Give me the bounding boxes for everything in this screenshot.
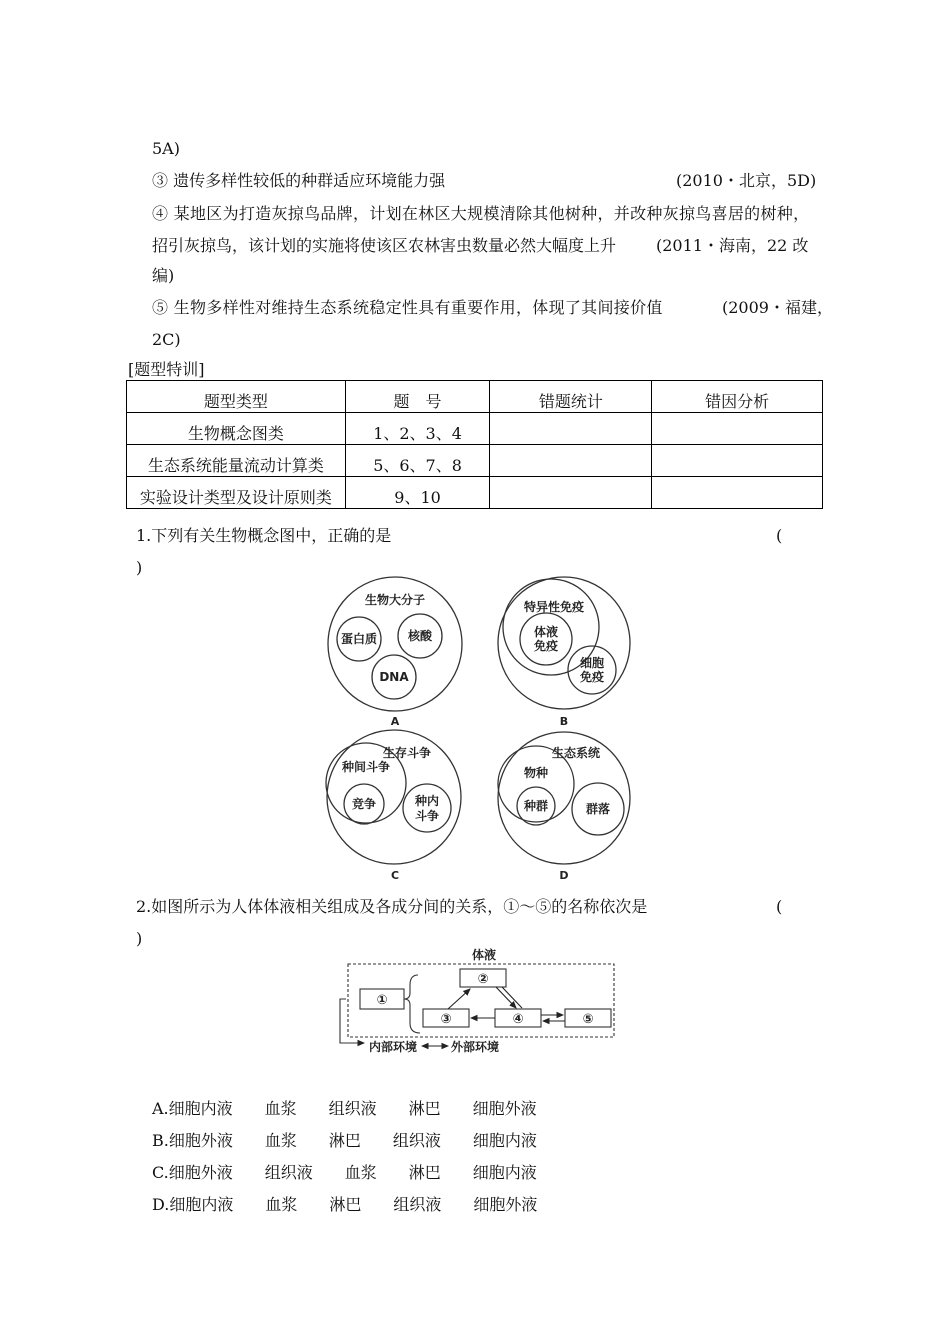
diagram-c-mid-label: 种间斗争 [341,760,391,774]
diagram-b-cellular-label-2: 免疫 [579,670,605,684]
option-c[interactable]: C.细胞外液 组织液 血浆 淋巴 细胞内液 [152,1163,537,1182]
option-b[interactable]: B.细胞外液 血浆 淋巴 组织液 细胞内液 [152,1131,537,1150]
external-env-label: 外部环境 [450,1040,500,1054]
option-a[interactable]: A.细胞内液 血浆 组织液 淋巴 细胞外液 [152,1099,537,1118]
answer-paren-open: ( [776,526,783,545]
table-cell [490,445,652,477]
diagram-c-outer-label: 生存斗争 [382,746,432,760]
diagram-a-dna-label: DNA [379,670,409,684]
node-3-label: ③ [440,1012,452,1027]
text-line-3: ④ 某地区为打造灰掠鸟品牌，计划在林区大规模清除其他树种，并改种灰掠鸟喜居的树种， [152,204,810,223]
question-2-text: 2.如图所示为人体体液相关组成及各成分间的关系，①～⑤的名称依次是 [136,897,648,916]
text-line-5: 编) [152,266,175,285]
source-ref-2: (2011・海南，22 改 [656,236,809,255]
diagram-d-population-label: 种群 [523,799,549,813]
diagram-d-mid-label: 物种 [523,766,549,780]
diagram-c-competition-label: 竞争 [351,797,377,811]
table-row [127,477,823,509]
node-2-label: ② [477,972,489,987]
diagram-c-caption: C [390,869,400,880]
internal-env-label: 内部环境 [368,1040,418,1054]
diagram-c-intra-label-2: 斗争 [414,809,440,823]
node-4-label: ④ [512,1012,524,1027]
diagram-a-nucleic-label: 核酸 [407,629,433,643]
table-header-cell: 错因分析 [652,381,823,413]
table-cell [652,445,823,477]
diagram-a-protein-label: 蛋白质 [340,632,378,646]
concept-diagram [300,575,650,880]
node-5-label: ⑤ [582,1012,594,1027]
table-cell: 1、2、3、4 [345,413,490,445]
table-cell [652,477,823,509]
section-title: [题型特训] [128,360,205,379]
diagram-a-caption: A [390,715,400,728]
option-d[interactable]: D.细胞内液 血浆 淋巴 组织液 细胞外液 [152,1195,538,1214]
table-cell [652,413,823,445]
diagram-b-cellular-label-1: 细胞 [579,656,605,670]
table-cell [490,413,652,445]
diagram-d-outer-label: 生态系统 [551,746,601,760]
text-line-2: ③ 遗传多样性较低的种群适应环境能力强 [152,171,446,190]
diagram-b-outer-label: 特异性免疫 [523,600,585,614]
body-fluid-diagram [330,945,630,1057]
question-type-table [126,380,823,509]
text-line-1: 5A) [152,139,180,158]
text-line-6: ⑤ 生物多样性对维持生态系统稳定性具有重要作用，体现了其间接价值 [152,298,663,317]
table-row [127,413,823,445]
diagram-d-caption: D [559,869,569,880]
table-cell: 生物概念图类 [127,413,346,445]
text-line-7: 2C) [152,330,181,349]
question-1-text: 1.下列有关生物概念图中，正确的是 [136,526,392,545]
table-cell: 9、10 [345,477,490,509]
node-1-label: ① [376,993,388,1008]
diagram-b-humoral-label-1: 体液 [533,625,559,639]
diagram-d-community-label: 群落 [585,802,611,816]
table-row [127,445,823,477]
source-ref-3: (2009・福建， [722,298,833,317]
diagram-title: 体液 [471,948,497,962]
table-cell: 5、6、7、8 [345,445,490,477]
table-header-cell: 题型类型 [127,381,346,413]
answer-paren-close: ) [136,929,143,948]
source-ref-1: (2010・北京，5D) [676,171,817,190]
answer-paren-close: ) [136,558,143,577]
answer-paren-open: ( [776,897,783,916]
diagram-c-intra-label-1: 种内 [414,794,440,808]
diagram-b-humoral-label-2: 免疫 [533,639,559,653]
table-header-cell: 题 号 [345,381,490,413]
diagram-a-outer-label: 生物大分子 [364,593,426,607]
table-cell: 实验设计类型及设计原则类 [127,477,346,509]
text-line-4: 招引灰掠鸟，该计划的实施将使该区农林害虫数量必然大幅度上升 [152,236,617,255]
table-cell: 生态系统能量流动计算类 [127,445,346,477]
table-header-row [127,381,823,413]
diagram-b-caption: B [559,715,569,728]
table-cell [490,477,652,509]
table-header-cell: 错题统计 [490,381,652,413]
